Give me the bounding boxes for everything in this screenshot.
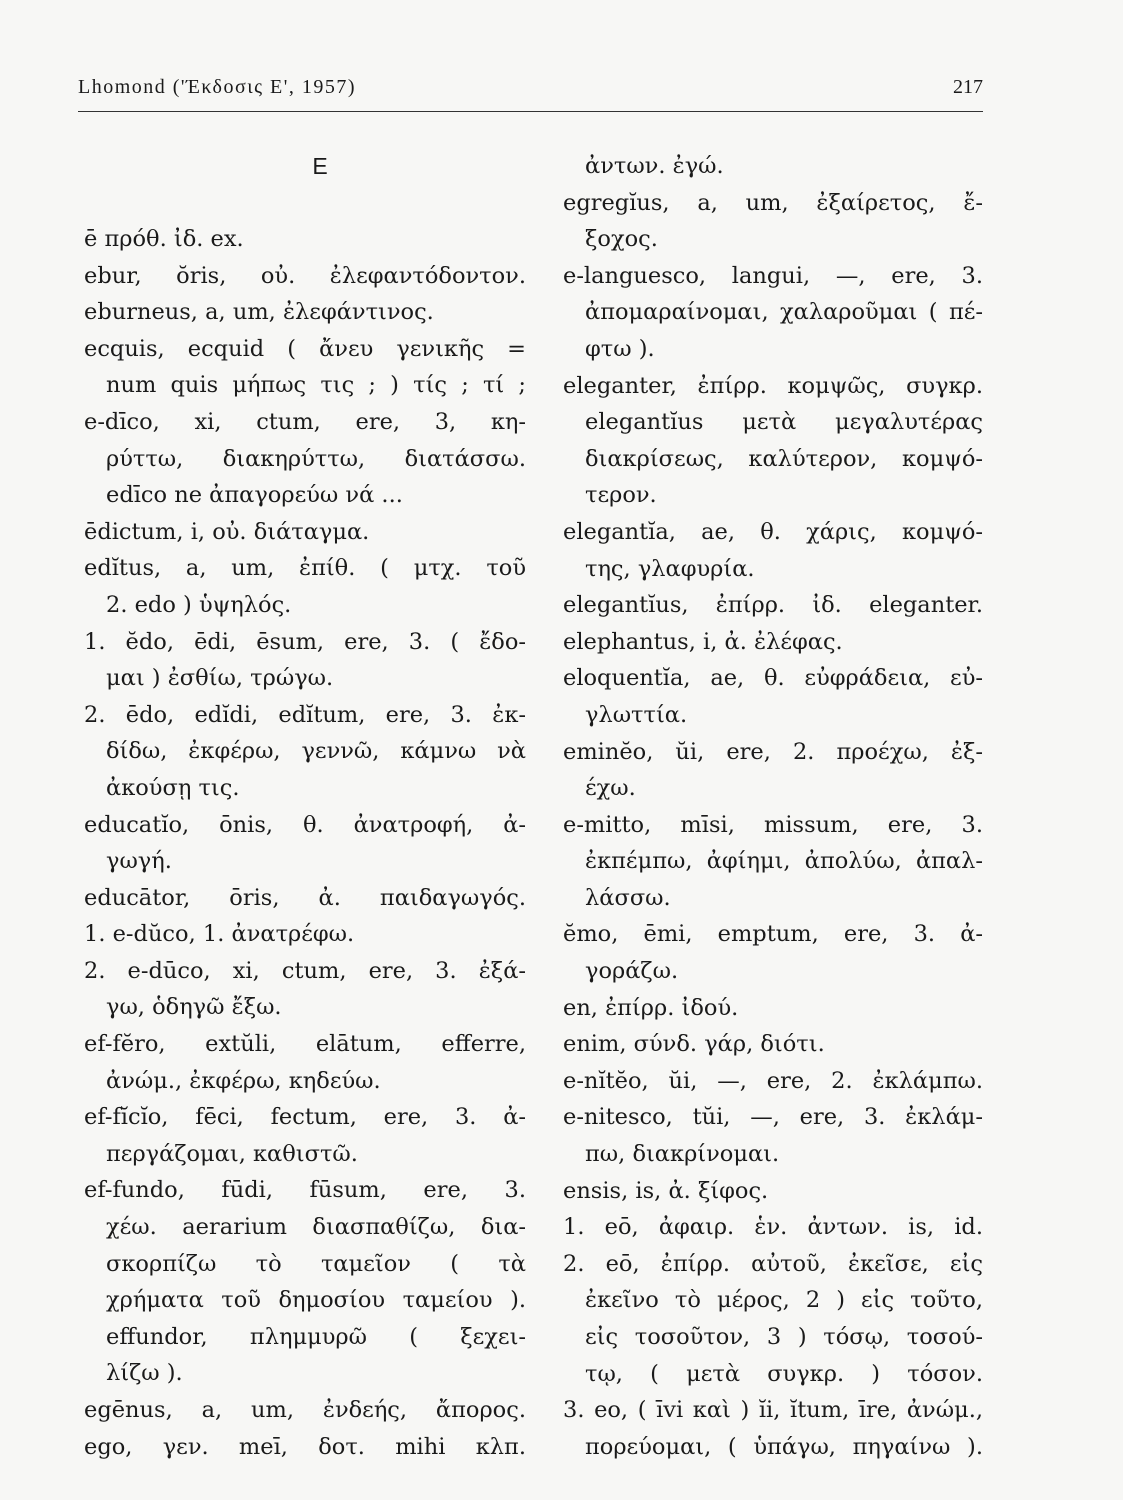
dictionary-line: ē πρόθ. ἰδ. ex.: [84, 226, 244, 252]
dictionary-line: λάσσω.: [585, 884, 671, 911]
dictionary-line: γωγή.: [106, 848, 172, 875]
dictionary-line: μαι ) ἐσθίω, τρώγω.: [106, 665, 334, 692]
dictionary-line: δίδω, ἐκφέρω, γεννῶ, κάμνω νὰ: [106, 738, 526, 765]
dictionary-line: γοράζω.: [585, 958, 679, 985]
dictionary-line: elegantĭa, ae, θ. χάρις, κομψό-: [563, 518, 983, 545]
dictionary-line: ensis, is, ἀ. ξίφος.: [563, 1177, 769, 1204]
dictionary-line: της, γλαφυρία.: [585, 555, 755, 582]
dictionary-line: 2. e-dūco, xi, ctum, ere, 3. ἐξά-: [84, 957, 526, 984]
running-header: [78, 76, 983, 99]
dictionary-line: ĕmo, ēmi, emptum, ere, 3. ἀ-: [563, 921, 983, 948]
dictionary-line: num quis μήπως τις ; ) τίς ; τί ;: [106, 372, 526, 399]
dictionary-line: χρήματα τοῦ δημοσίου ταμείου ).: [106, 1287, 526, 1314]
dictionary-line: λίζω ).: [106, 1360, 183, 1387]
dictionary-line: ebur, ŏris, οὐ. ἐλεφαντόδοντον.: [84, 262, 526, 289]
dictionary-line: φτω ).: [585, 335, 655, 362]
dictionary-line: εἰς τοσοῦτον, 3 ) τόσῳ, τοσού-: [585, 1324, 983, 1350]
left-column-lines: [84, 221, 526, 1465]
dictionary-line: e-nĭtĕo, ŭi, —, ere, 2. ἐκλάμπω.: [563, 1067, 983, 1094]
dictionary-line: ef-fundo, fūdi, fūsum, ere, 3.: [84, 1177, 526, 1204]
dictionary-line: edĭtus, a, um, ἐπίθ. ( μτχ. τοῦ: [84, 555, 526, 582]
dictionary-line: 1. e-dŭco, 1. ἀνατρέφω.: [84, 921, 355, 948]
section-letter: E: [312, 153, 328, 179]
dictionary-line: πω, διακρίνομαι.: [585, 1141, 780, 1168]
dictionary-line: 3. eo, ( īvi καὶ ) ĭi, ĭtum, īre, ἀνώμ.,: [563, 1397, 983, 1424]
dictionary-line: eloquentĭa, ae, θ. εὐφράδεια, εὐ-: [563, 665, 983, 692]
dictionary-line: egēnus, a, um, ἐνδεής, ἄπορος.: [84, 1397, 526, 1423]
dictionary-line: ἐκεῖνο τὸ μέρος, 2 ) εἰς τοῦτο,: [585, 1287, 983, 1314]
dictionary-line: τερον.: [585, 482, 657, 509]
right-column-lines: [563, 148, 983, 1465]
header-rule: [78, 111, 983, 112]
dictionary-line: ἀντων. ἐγώ.: [585, 153, 724, 179]
dictionary-line: effundor, πλημμυρῶ ( ξεχει-: [106, 1323, 526, 1350]
dictionary-line: eleganter, ἐπίρρ. κομψῶς, συγκρ.: [563, 372, 983, 399]
dictionary-line: ecquis, ecquid ( ἄνευ γενικῆς =: [84, 335, 526, 362]
dictionary-line: σκορπίζω τὸ ταμεῖον ( τὰ: [106, 1250, 526, 1277]
dictionary-line: 1. ĕdo, ēdi, ēsum, ere, 3. ( ἔδο-: [84, 628, 526, 655]
dictionary-line: ρύττω, διακηρύττω, διατάσσω.: [106, 445, 526, 472]
page-number: 217: [953, 76, 983, 98]
dictionary-line: 2. eō, ἐπίρρ. αὐτοῦ, ἐκεῖσε, εἰς: [563, 1250, 983, 1277]
dictionary-line: γλωττία.: [585, 701, 688, 728]
dictionary-line: 2. edo ) ὑψηλός.: [106, 591, 292, 618]
dictionary-line: τῳ, ( μετὰ συγκρ. ) τόσον.: [585, 1360, 983, 1387]
dictionary-line: έχω.: [585, 775, 636, 802]
dictionary-line: educātor, ōris, ἀ. παιδαγωγός.: [84, 884, 526, 911]
dictionary-line: πορεύομαι, ( ὑπάγω, πηγαίνω ).: [585, 1433, 983, 1460]
dictionary-line: ef-fĭcĭo, fēci, fectum, ere, 3. ἀ-: [84, 1104, 526, 1131]
dictionary-line: e-dīco, xi, ctum, ere, 3, κη-: [84, 408, 526, 435]
dictionary-line: elegantĭus μετὰ μεγαλυτέρας: [585, 409, 983, 436]
dictionary-line: ἀπομαραίνομαι, χαλαροῦμαι ( πέ-: [585, 299, 983, 326]
dictionary-line: ἀνώμ., ἐκφέρω, κηδεύω.: [106, 1067, 381, 1094]
dictionary-line: ego, γεν. meī, δοτ. mihi κλπ.: [84, 1433, 526, 1460]
dictionary-line: γω, ὁδηγῶ ἔξω.: [106, 994, 282, 1021]
dictionary-line: eminĕo, ŭi, ere, 2. προέχω, ἐξ-: [563, 738, 983, 765]
dictionary-line: eburneus, a, um, ἐλεφάντινος.: [84, 299, 434, 326]
dictionary-line: elephantus, i, ἀ. ἐλέφας.: [563, 628, 843, 655]
dictionary-line: e-mitto, mīsi, missum, ere, 3.: [563, 811, 983, 838]
dictionary-line: ἐκπέμπω, ἀφίημι, ἀπολύω, ἀπαλ-: [585, 848, 983, 875]
dictionary-line: περγάζομαι, καθιστῶ.: [106, 1140, 358, 1167]
dictionary-line: διακρίσεως, καλύτερον, κομψό-: [585, 445, 983, 472]
dictionary-line: ξοχος.: [585, 226, 658, 253]
dictionary-line: en, ἐπίρρ. ἰδού.: [563, 994, 739, 1021]
dictionary-line: elegantĭus, ἐπίρρ. ἰδ. eleganter.: [563, 592, 983, 619]
dictionary-line: ἀκούσῃ τις.: [106, 774, 240, 801]
dictionary-line: 1. eō, ἀφαιρ. ἑν. ἀντων. is, id.: [563, 1214, 983, 1241]
running-title: Lhomond ('Έκδοσις Ε', 1957): [78, 76, 357, 98]
dictionary-line: e-languesco, langui, —, ere, 3.: [563, 262, 983, 289]
right-column: [563, 148, 983, 1465]
dictionary-line: enim, σύνδ. γάρ, διότι.: [563, 1031, 825, 1058]
left-column: [84, 148, 526, 1465]
dictionary-line: egregĭus, a, um, ἐξαίρετος, ἔ-: [563, 189, 983, 216]
dictionary-line: educatĭo, ōnis, θ. ἀνατροφή, ἀ-: [84, 811, 526, 838]
dictionary-line: ef-fĕro, extŭli, elātum, efferre,: [84, 1031, 526, 1058]
dictionary-line: 2. ēdo, edĭdi, edĭtum, ere, 3. ἐκ-: [84, 701, 526, 728]
dictionary-line: ēdictum, i, οὐ. διάταγμα.: [84, 518, 370, 545]
dictionary-line: e-nitesco, tŭi, —, ere, 3. ἐκλάμ-: [563, 1104, 983, 1131]
dictionary-line: edīco ne ἀπαγορεύω νά ...: [106, 482, 403, 509]
dictionary-line: χέω. aerarium διασπαθίζω, δια-: [106, 1214, 526, 1241]
